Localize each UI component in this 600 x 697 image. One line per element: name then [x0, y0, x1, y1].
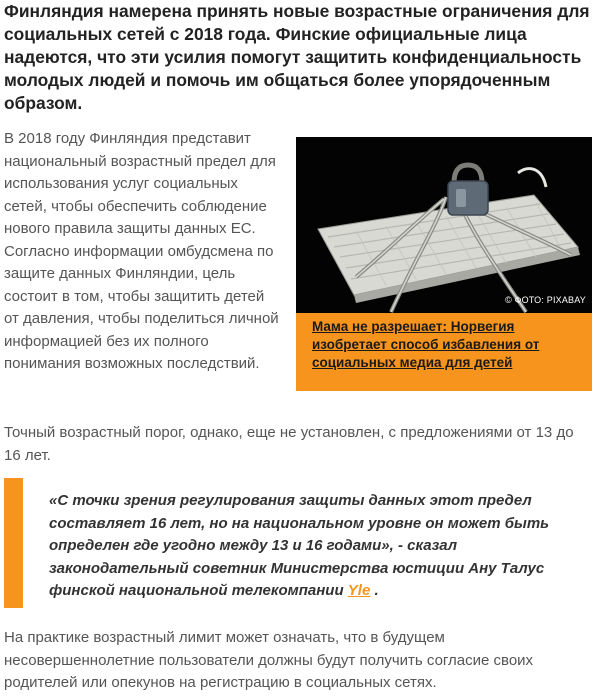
paragraph-1: В 2018 году Финляндия представит национальный возрастный предел для использования услуг социальных сетей, чтобы обеспечить соблюдение нового правила защиты данных ЕС. Согласно информации омбудсмена по защите данных Финляндии, цель состоит в том, чтобы защитить детей от давления, чтобы поделиться личной информацией без их полного понимания возможных последствий.	[4, 130, 279, 372]
related-article-link[interactable]: Мама не разрешает: Норвегия изобретает способ избавления от социальных медиа для детей	[312, 319, 540, 370]
paragraph-2: Точный возрастный порог, однако, еще не установлен, с предложениями от 13 до 16 лет.	[4, 424, 574, 464]
keyboard-chain-photo	[296, 137, 592, 313]
related-article-card[interactable]	[296, 137, 592, 391]
quote-text	[49, 490, 569, 603]
paragraph-3: На практике возрастный лимит может означать, что в будущем несовершеннолетние пользователи должны будут получить согласие своих родителей или опекунов на регистрацию в социальных сетях.	[4, 629, 534, 691]
quote-accent-bar	[4, 478, 23, 608]
photo-credit: © ФОТО: PIXABAY	[505, 295, 586, 305]
quote-end: .	[370, 582, 379, 599]
quote-body: «С точки зрения регулирования защиты данных этот предел составляет 16 лет, но на национальном уровне он может быть определен где угодно между 13 и 16 годами», - сказал законодательный советник Министерства юстиции Ану Талус финской национальной телекомпании	[49, 492, 550, 599]
yle-link[interactable]: Yle	[347, 582, 371, 599]
blockquote	[4, 478, 594, 608]
keyboard-chain-illustration	[296, 137, 592, 313]
article-lead: Финляндия намерена принять новые возрастные ограничения для социальных сетей с 2018 года. Финские официальные лица надеются, что эти усилия помогут защитить конфиденциальность молодых людей и помочь им общаться более упорядоченным образом.	[4, 1, 590, 113]
